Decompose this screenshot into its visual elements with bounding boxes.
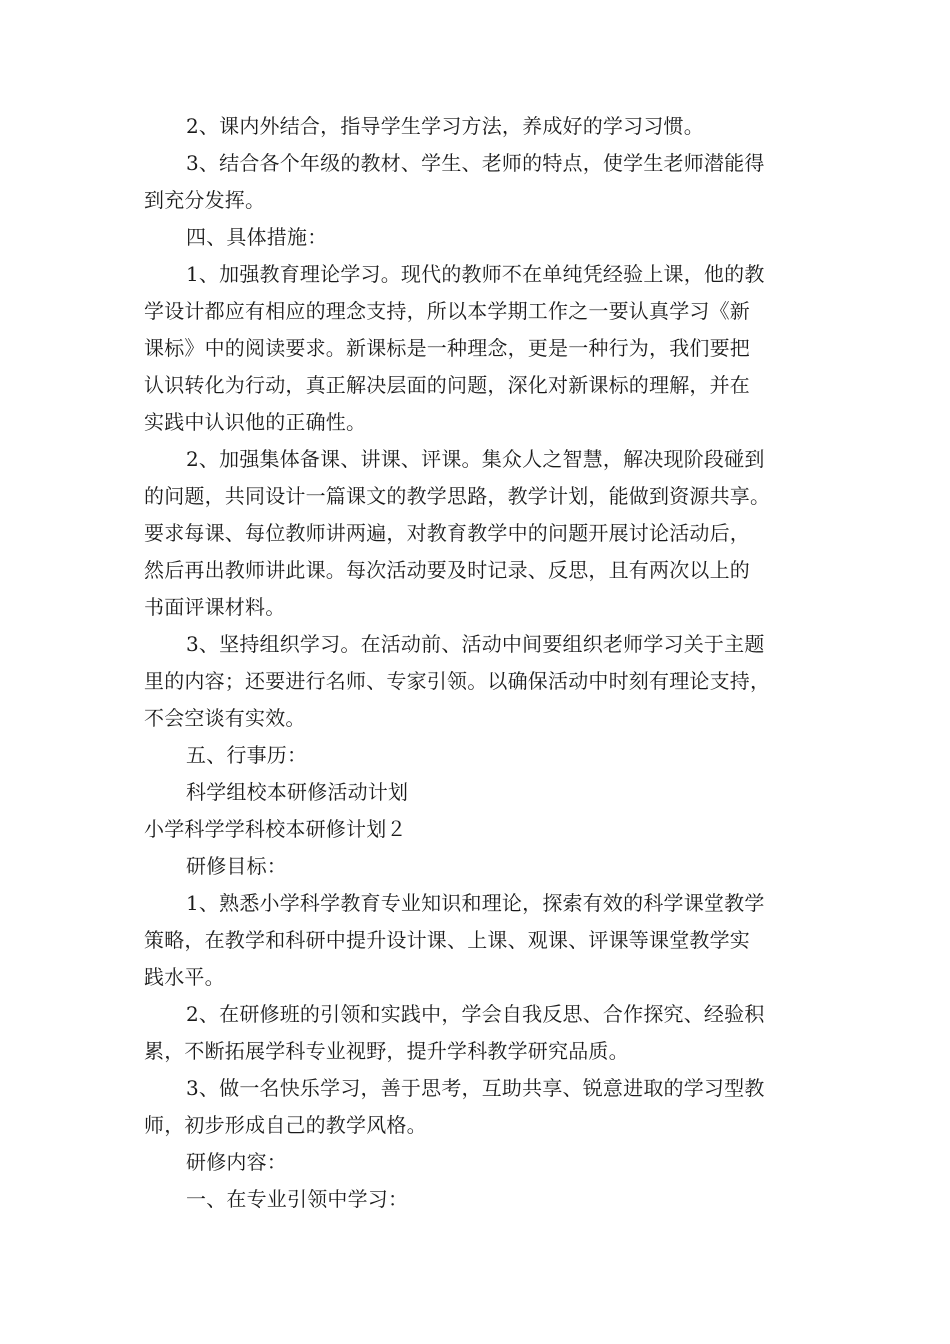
text-line: 到充分发挥。 xyxy=(144,188,266,212)
text-line: 3、做一名快乐学习，善于思考，互助共享、锐意进取的学习型教 xyxy=(186,1076,765,1100)
text-line: 实践中认识他的正确性。 xyxy=(144,410,367,434)
text-line: 1、熟悉小学科学教育专业知识和理论，探索有效的科学课堂教学 xyxy=(186,891,765,915)
text-line: 书面评课材料。 xyxy=(144,595,286,619)
section-heading: 一、在专业引领中学习： xyxy=(186,1187,409,1211)
section-heading: 研修内容： xyxy=(186,1150,287,1174)
document-title: 小学科学学科校本研修计划２ xyxy=(144,817,407,841)
text-line: 3、坚持组织学习。在活动前、活动中间要组织老师学习关于主题 xyxy=(186,632,765,656)
text-line: 师，初步形成自己的教学风格。 xyxy=(144,1113,427,1137)
text-line: 课标》中的阅读要求。新课标是一种理念，更是一种行为，我们要把 xyxy=(144,336,750,360)
text-line: 学设计都应有相应的理念支持，所以本学期工作之一要认真学习《新 xyxy=(144,299,750,323)
text-line: 要求每课、每位教师讲两遍，对教育教学中的问题开展讨论活动后， xyxy=(144,521,750,545)
subtitle: 科学组校本研修活动计划 xyxy=(186,780,409,804)
text-line: 1、加强教育理论学习。现代的教师不在单纯凭经验上课，他的教 xyxy=(186,262,765,286)
section-heading: 四、具体措施： xyxy=(186,225,328,249)
section-heading: 研修目标： xyxy=(186,854,287,878)
text-line: 累，不断拓展学科专业视野，提升学科教学研究品质。 xyxy=(144,1039,629,1063)
text-line: 认识转化为行动，真正解决层面的问题，深化对新课标的理解，并在 xyxy=(144,373,750,397)
section-heading: 五、行事历： xyxy=(186,743,308,767)
text-line: 践水平。 xyxy=(144,965,225,989)
text-line: 3、结合各个年级的教材、学生、老师的特点，使学生老师潜能得 xyxy=(186,151,765,175)
text-line: 2、在研修班的引领和实践中，学会自我反思、合作探究、经验积 xyxy=(186,1002,765,1026)
text-line: 里的内容；还要进行名师、专家引领。以确保活动中时刻有理论支持， xyxy=(144,669,771,693)
text-line: 不会空谈有实效。 xyxy=(144,706,306,730)
document-body xyxy=(144,108,812,1218)
text-line: 策略，在教学和科研中提升设计课、上课、观课、评课等课堂教学实 xyxy=(144,928,750,952)
text-line: 2、课内外结合，指导学生学习方法，养成好的学习习惯。 xyxy=(186,114,704,138)
text-line: 2、加强集体备课、讲课、评课。集众人之智慧，解决现阶段碰到 xyxy=(186,447,765,471)
text-line: 然后再出教师讲此课。每次活动要及时记录、反思，且有两次以上的 xyxy=(144,558,750,582)
text-line: 的问题，共同设计一篇课文的教学思路，教学计划，能做到资源共享。 xyxy=(144,484,771,508)
